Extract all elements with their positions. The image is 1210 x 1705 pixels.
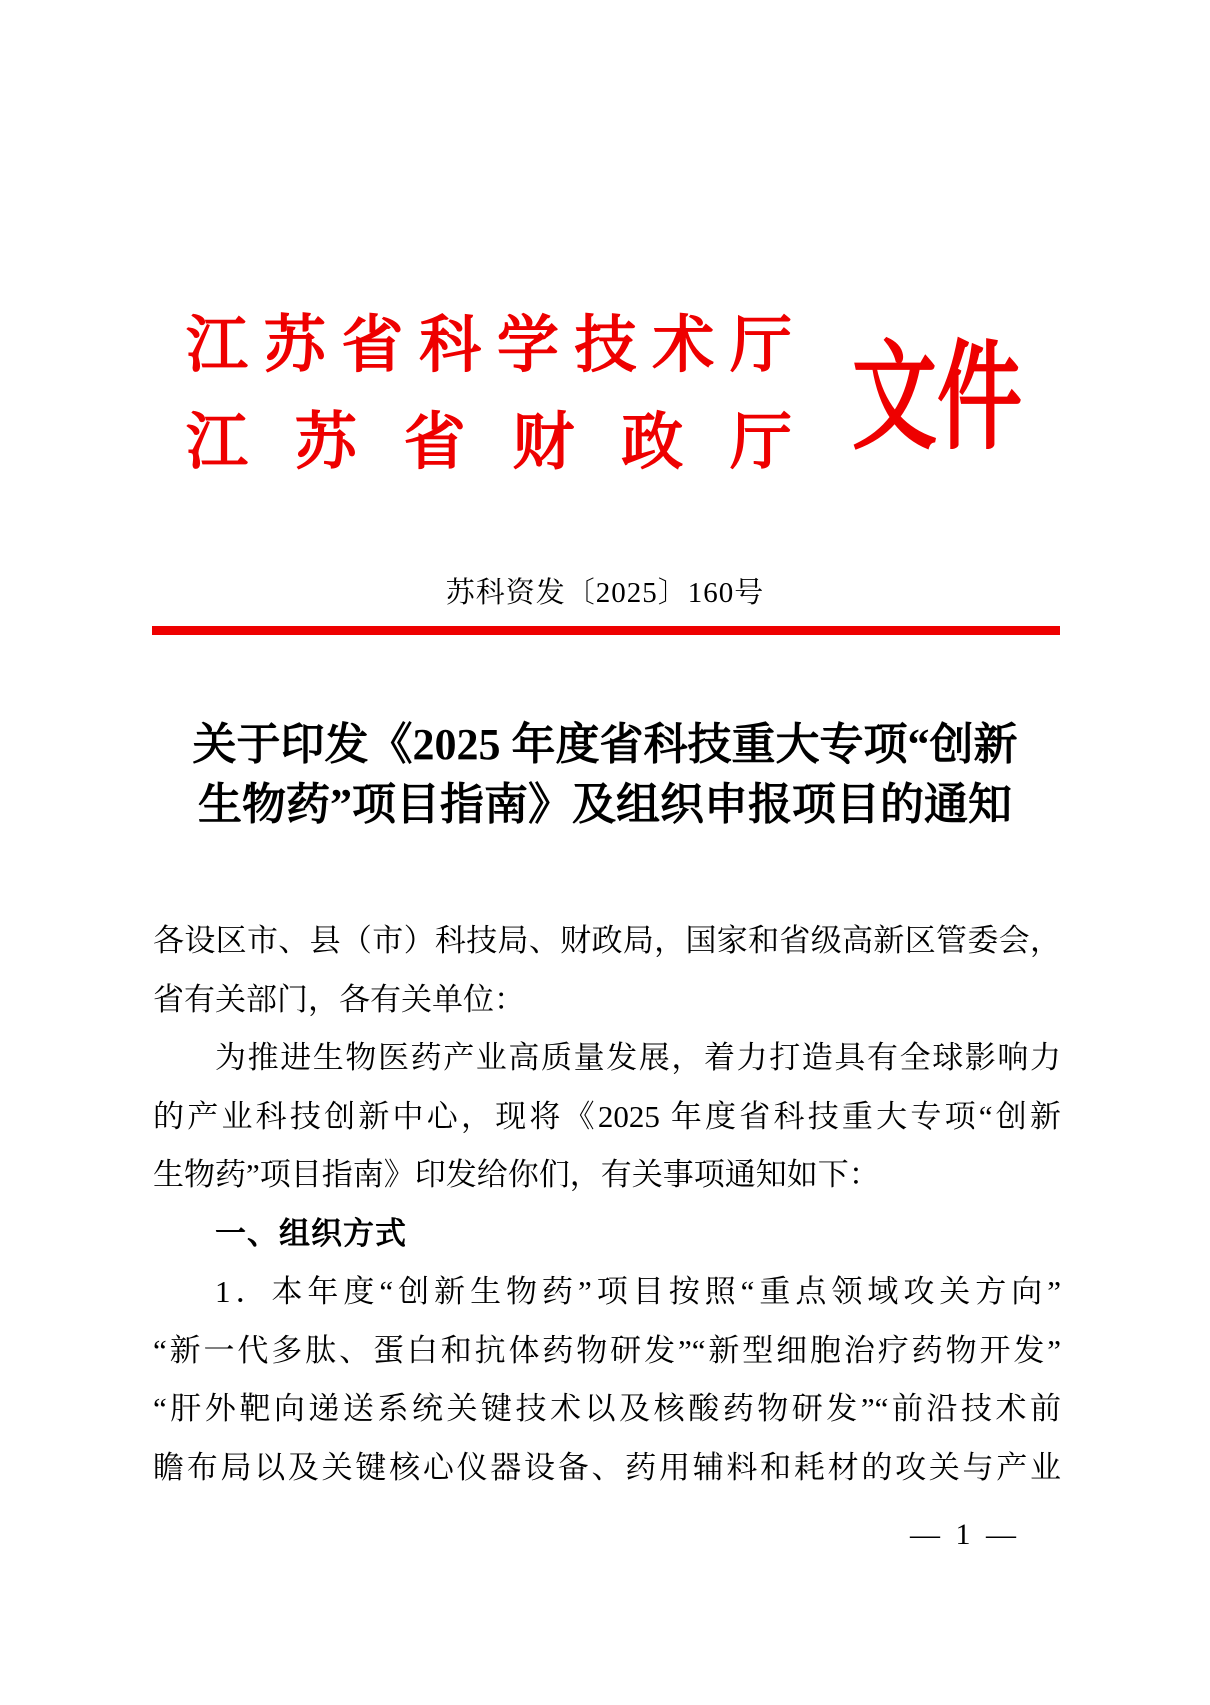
agency-name-line1: 江苏省科学技术厅 bbox=[186, 312, 792, 380]
page-number: — 1 — bbox=[910, 1518, 1020, 1551]
paragraph-1-line-3: 生物药”项目指南》印发给你们，有关事项通知如下： bbox=[153, 1157, 880, 1192]
agency-name-line2: 江苏省财政厅 bbox=[186, 409, 792, 477]
doc-type-label: 文件 bbox=[852, 333, 1022, 464]
paragraph-2-line-3: “肝外靶向递送系统关键技术以及核酸药物研发”“前沿技术前 bbox=[153, 1391, 1061, 1426]
paragraph-1-line-1: 为推进生物医药产业高质量发展，着力打造具有全球影响力 bbox=[215, 1040, 1061, 1075]
document-title-line1: 关于印发《2025 年度省科技重大专项“创新 bbox=[192, 720, 1018, 769]
paragraph-2-line-2: “新一代多肽、蛋白和抗体药物研发”“新型细胞治疗药物开发” bbox=[153, 1332, 1061, 1368]
paragraph-1-line-2: 的产业科技创新中心，现将《2025 年度省科技重大专项“创新 bbox=[153, 1098, 1061, 1134]
salutation-line-2: 省有关部门，各有关单位： bbox=[153, 981, 525, 1017]
paragraph-2-line-1: 1．本年度“创新生物药”项目按照“重点领域攻关方向” bbox=[215, 1274, 1061, 1309]
document-title-line2: 生物药”项目指南》及组织申报项目的通知 bbox=[198, 780, 1012, 829]
paragraph-2-line-4: 瞻布局以及关键核心仪器设备、药用辅料和耗材的攻关与产业 bbox=[153, 1449, 1061, 1485]
document-title bbox=[0, 715, 1210, 835]
agency-names bbox=[186, 298, 792, 492]
section-heading-1: 一、组织方式 bbox=[215, 1215, 407, 1251]
document-body bbox=[153, 912, 1061, 1497]
salutation-line-1: 各设区市、县（市）科技局、财政局，国家和省级高新区管委会， bbox=[153, 923, 1061, 958]
doc-number: 苏科资发〔2025〕160号 bbox=[445, 577, 765, 609]
red-divider-line bbox=[152, 626, 1060, 635]
